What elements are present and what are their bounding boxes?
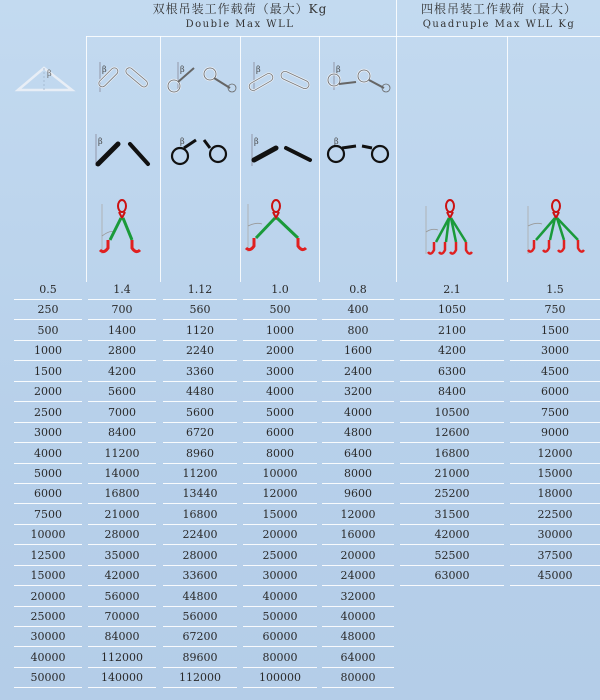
wll-rating-cell: 2500 — [14, 403, 82, 423]
wll-value-cell: 42000 — [400, 525, 504, 545]
column-divider — [507, 36, 508, 282]
wll-value-cell: 14000 — [88, 464, 156, 484]
wll-value-cell: 32000 — [322, 587, 394, 607]
table-row — [0, 648, 600, 668]
column-divider — [396, 0, 397, 282]
wll-rating-cell: 12500 — [14, 546, 82, 566]
wll-value-cell: 1400 — [88, 321, 156, 341]
wll-value-cell — [400, 587, 504, 606]
round-sling-pair-icon — [244, 132, 316, 172]
wll-value-cell — [510, 607, 600, 626]
wll-value-cell: 7000 — [88, 403, 156, 423]
table-row — [0, 280, 600, 300]
wll-value-cell: 10500 — [400, 403, 504, 423]
two-leg-chain-hook-icon — [242, 196, 312, 260]
wll-value-cell: 100000 — [243, 668, 317, 688]
round-sling-pair-icon — [90, 132, 156, 172]
svg-text:β: β — [334, 137, 339, 146]
quad-wll-title-en: Quadruple Max WLL Kg — [422, 19, 576, 30]
wll-rating-cell: 7500 — [14, 505, 82, 525]
double-wll-title-cn: 双根吊装工作载荷（最大）Kg — [152, 2, 328, 16]
wll-value-cell: 4200 — [400, 341, 504, 361]
table-row — [0, 627, 600, 647]
svg-text:β: β — [47, 69, 52, 78]
wll-value-cell: 1.12 — [163, 280, 237, 300]
quad-wll-title-cn: 四根吊装工作载荷（最大） — [420, 2, 577, 16]
table-row — [0, 403, 600, 423]
wll-value-cell: 16800 — [400, 444, 504, 464]
wll-rating-cell: 15000 — [14, 566, 82, 586]
wll-value-cell: 44800 — [163, 587, 237, 607]
table-row — [0, 505, 600, 525]
wll-value-cell: 45000 — [510, 566, 600, 586]
two-leg-chain-hook-icon — [92, 196, 152, 260]
table-row — [0, 566, 600, 586]
wll-rating-cell: 4000 — [14, 444, 82, 464]
wll-value-cell: 9600 — [322, 484, 394, 504]
wll-rating-cell: 250 — [14, 300, 82, 320]
wll-value-cell: 1050 — [400, 300, 504, 320]
wll-value-cell: 21000 — [88, 505, 156, 525]
wll-value-cell — [400, 627, 504, 646]
wll-value-cell: 12000 — [510, 444, 600, 464]
wll-value-cell: 13440 — [163, 484, 237, 504]
wll-value-cell: 42000 — [88, 566, 156, 586]
wll-value-cell: 5600 — [88, 382, 156, 402]
wll-value-cell: 4480 — [163, 382, 237, 402]
wll-value-cell: 2000 — [243, 341, 317, 361]
wll-value-cell: 67200 — [163, 627, 237, 647]
wll-value-cell: 140000 — [88, 668, 156, 688]
wll-value-cell: 16000 — [322, 525, 394, 545]
wll-table — [0, 280, 600, 689]
column-divider — [160, 36, 161, 282]
table-row — [0, 464, 600, 484]
wll-value-cell: 12000 — [243, 484, 317, 504]
table-row — [0, 525, 600, 545]
wll-value-cell: 7500 — [510, 403, 600, 423]
wll-value-cell: 24000 — [322, 566, 394, 586]
svg-text:β: β — [102, 65, 107, 74]
svg-text:β: β — [256, 65, 261, 74]
four-leg-chain-hook-icon — [520, 196, 590, 262]
wll-value-cell: 3360 — [163, 362, 237, 382]
svg-text:β: β — [254, 137, 259, 146]
wll-value-cell: 60000 — [243, 627, 317, 647]
loop-sling-pair-icon — [322, 132, 394, 172]
wll-rating-cell: 2000 — [14, 382, 82, 402]
wll-value-cell: 4200 — [88, 362, 156, 382]
wll-value-cell: 31500 — [400, 505, 504, 525]
wll-value-cell: 70000 — [88, 607, 156, 627]
wll-value-cell: 5600 — [163, 403, 237, 423]
wll-value-cell — [510, 587, 600, 606]
wll-rating-cell: 10000 — [14, 525, 82, 545]
wll-value-cell: 1000 — [243, 321, 317, 341]
wll-rating-cell: 50000 — [14, 668, 82, 688]
wll-value-cell: 18000 — [510, 484, 600, 504]
wll-value-cell: 560 — [163, 300, 237, 320]
wll-value-cell: 3000 — [510, 341, 600, 361]
wll-value-cell — [510, 668, 600, 687]
wll-value-cell: 30000 — [510, 525, 600, 545]
wll-rating-cell: 5000 — [14, 464, 82, 484]
wll-value-cell: 28000 — [163, 546, 237, 566]
wll-value-cell — [510, 648, 600, 667]
wll-value-cell: 3000 — [243, 362, 317, 382]
wll-value-cell: 15000 — [510, 464, 600, 484]
wll-value-cell: 4800 — [322, 423, 394, 443]
svg-text:β: β — [336, 65, 341, 74]
wll-value-cell: 84000 — [88, 627, 156, 647]
wll-value-cell: 48000 — [322, 627, 394, 647]
wll-value-cell: 1600 — [322, 341, 394, 361]
wll-value-cell: 80000 — [243, 648, 317, 668]
eye-sling-pair-icon — [322, 60, 394, 98]
wll-rating-cell: 40000 — [14, 648, 82, 668]
svg-text:β: β — [180, 137, 185, 146]
wll-value-cell: 112000 — [88, 648, 156, 668]
svg-text:β: β — [98, 137, 103, 146]
wll-value-cell: 37500 — [510, 546, 600, 566]
wll-value-cell: 6000 — [510, 382, 600, 402]
wll-value-cell: 50000 — [243, 607, 317, 627]
wll-value-cell: 25000 — [243, 546, 317, 566]
wll-value-cell: 52500 — [400, 546, 504, 566]
wll-rating-cell: 20000 — [14, 587, 82, 607]
wll-value-cell: 4500 — [510, 362, 600, 382]
svg-text:β: β — [180, 65, 185, 74]
column-divider — [240, 36, 241, 282]
wll-value-cell: 20000 — [243, 525, 317, 545]
quad-wll-header — [398, 2, 600, 38]
wll-value-cell: 12600 — [400, 423, 504, 443]
wll-value-cell: 2240 — [163, 341, 237, 361]
wll-value-cell: 112000 — [163, 668, 237, 688]
wll-rating-cell: 3000 — [14, 423, 82, 443]
table-row — [0, 382, 600, 402]
wll-value-cell: 1120 — [163, 321, 237, 341]
eye-sling-pair-icon — [164, 60, 240, 98]
wll-value-cell: 12000 — [322, 505, 394, 525]
column-divider — [86, 36, 87, 282]
table-row — [0, 484, 600, 504]
wll-rating-cell: 6000 — [14, 484, 82, 504]
wll-value-cell: 700 — [88, 300, 156, 320]
wll-value-cell: 63000 — [400, 566, 504, 586]
wll-value-cell: 8960 — [163, 444, 237, 464]
column-divider — [319, 36, 320, 282]
wll-value-cell: 400 — [322, 300, 394, 320]
wll-value-cell: 30000 — [243, 566, 317, 586]
wll-value-cell: 15000 — [243, 505, 317, 525]
wll-value-cell: 1.0 — [243, 280, 317, 300]
endless-sling-pair-icon — [90, 60, 156, 98]
table-row — [0, 300, 600, 320]
wll-value-cell: 0.8 — [322, 280, 394, 300]
wll-value-cell: 8000 — [243, 444, 317, 464]
wll-value-cell: 11200 — [163, 464, 237, 484]
wll-value-cell: 35000 — [88, 546, 156, 566]
wll-value-cell — [510, 627, 600, 646]
wll-rating-cell: 1500 — [14, 362, 82, 382]
wll-value-cell: 750 — [510, 300, 600, 320]
table-row — [0, 341, 600, 361]
wll-value-cell: 1500 — [510, 321, 600, 341]
wll-value-cell: 64000 — [322, 648, 394, 668]
wll-rating-cell: 30000 — [14, 627, 82, 647]
wll-value-cell: 33600 — [163, 566, 237, 586]
wll-value-cell: 22500 — [510, 505, 600, 525]
wll-value-cell: 2800 — [88, 341, 156, 361]
double-wll-header — [85, 2, 395, 38]
wll-value-cell: 6000 — [243, 423, 317, 443]
wll-value-cell: 6720 — [163, 423, 237, 443]
wll-value-cell: 40000 — [243, 587, 317, 607]
wll-value-cell: 22400 — [163, 525, 237, 545]
four-leg-chain-hook-icon — [418, 196, 478, 262]
wll-value-cell: 3200 — [322, 382, 394, 402]
wll-value-cell: 2100 — [400, 321, 504, 341]
wll-value-cell — [400, 607, 504, 626]
table-row — [0, 444, 600, 464]
wll-rating-cell: 500 — [14, 321, 82, 341]
wll-value-cell: 4000 — [322, 403, 394, 423]
wll-value-cell: 16800 — [88, 484, 156, 504]
wll-value-cell: 25200 — [400, 484, 504, 504]
table-row — [0, 668, 600, 688]
wll-value-cell: 20000 — [322, 546, 394, 566]
table-row — [0, 546, 600, 566]
wll-value-cell: 8400 — [400, 382, 504, 402]
wll-value-cell: 9000 — [510, 423, 600, 443]
wll-value-cell: 56000 — [88, 587, 156, 607]
wll-value-cell: 80000 — [322, 668, 394, 688]
wll-value-cell — [400, 668, 504, 687]
wll-value-cell — [400, 648, 504, 667]
wll-value-cell: 1.4 — [88, 280, 156, 300]
table-row — [0, 362, 600, 382]
wll-rating-cell: 1000 — [14, 341, 82, 361]
wll-value-cell: 21000 — [400, 464, 504, 484]
double-wll-title-en: Double Max WLL — [185, 19, 295, 30]
table-row — [0, 321, 600, 341]
header-divider — [86, 36, 600, 37]
wll-value-cell: 56000 — [163, 607, 237, 627]
endless-sling-pair-icon — [244, 60, 316, 98]
wll-value-cell: 800 — [322, 321, 394, 341]
wll-value-cell: 16800 — [163, 505, 237, 525]
wll-value-cell: 2400 — [322, 362, 394, 382]
table-row — [0, 587, 600, 607]
wll-value-cell: 1.5 — [510, 280, 600, 300]
wll-rating-cell: 0.5 — [14, 280, 82, 300]
wll-value-cell: 11200 — [88, 444, 156, 464]
sling-triangle-icon — [14, 62, 76, 96]
wll-value-cell: 10000 — [243, 464, 317, 484]
wll-value-cell: 8400 — [88, 423, 156, 443]
table-row — [0, 423, 600, 443]
table-row — [0, 607, 600, 627]
wll-value-cell: 8000 — [322, 464, 394, 484]
wll-value-cell: 40000 — [322, 607, 394, 627]
wll-value-cell: 4000 — [243, 382, 317, 402]
wll-value-cell: 500 — [243, 300, 317, 320]
wll-value-cell: 89600 — [163, 648, 237, 668]
wll-value-cell: 2.1 — [400, 280, 504, 300]
wll-value-cell: 6300 — [400, 362, 504, 382]
wll-rating-cell: 25000 — [14, 607, 82, 627]
wll-value-cell: 28000 — [88, 525, 156, 545]
loop-sling-pair-icon — [166, 132, 238, 172]
wll-value-cell: 6400 — [322, 444, 394, 464]
wll-value-cell: 5000 — [243, 403, 317, 423]
